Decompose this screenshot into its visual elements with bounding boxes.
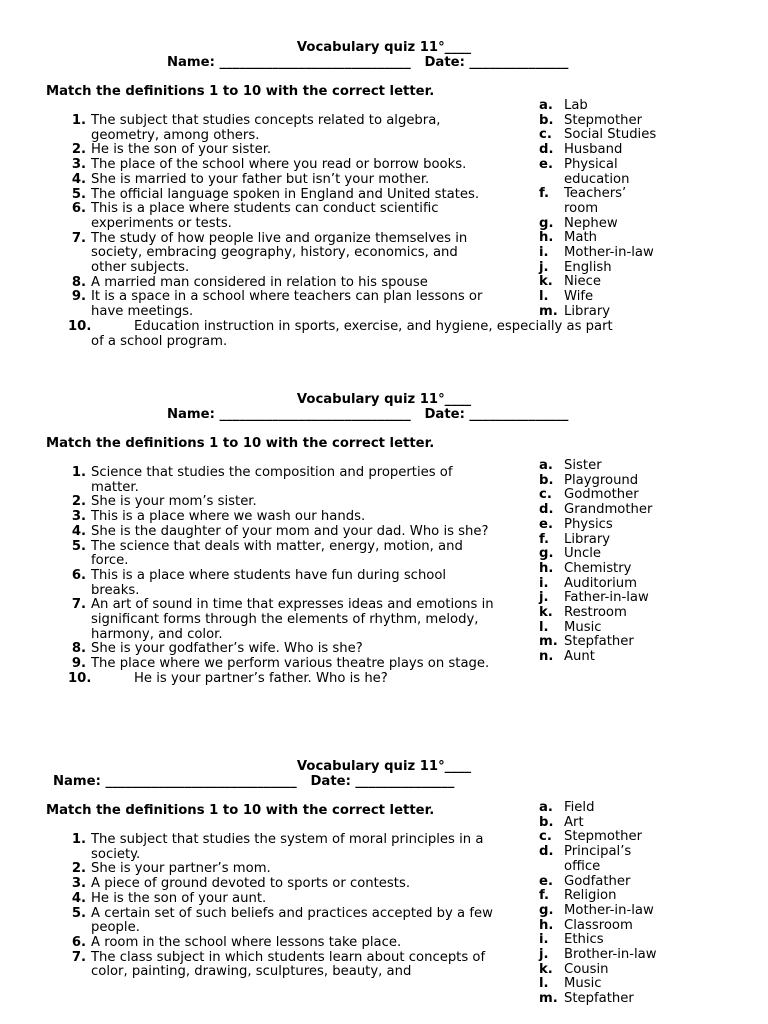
option-item: l. Wife [539,289,594,305]
quiz-title: Vocabulary quiz 11°____ [296,40,472,55]
definition-item: 4. She is the daughter of your mom and your dad. Who is she? [71,523,489,539]
definition-item: 3. This is a place where we wash our hands. [71,509,366,525]
definition-item: 4. She is married to your father but isn’t your mother. [71,171,430,187]
definition-item: 6. This is a place where students can conduct scientific experiments or tests. [71,201,439,231]
option-item: m. Stepfather [539,634,634,650]
option-item: i. Ethics [539,932,604,948]
option-item: e. Godfather [539,873,631,889]
instructions: Match the definitions 1 to 10 with the correct letter. [46,84,435,99]
definition-item: 2. He is the son of your sister. [71,142,272,158]
option-item: j. Brother-in-law [539,947,657,963]
option-item: m. Stepfather [539,991,634,1007]
option-item: i. Auditorium [539,575,637,591]
option-item: i. Mother-in-law [539,245,654,261]
option-item: h. Math [539,230,597,246]
option-item: a. Sister [539,458,602,473]
definitions-list [46,833,496,980]
definition-item: 6. A room in the school where lessons take place. [71,934,402,950]
option-item: g. Mother-in-law [539,902,654,918]
option-item: f. Teachers’ room [539,186,627,216]
definitions-list [46,466,496,687]
definition-item: 5. A certain set of such beliefs and practices accepted by a few people. [71,905,493,936]
option-item: n. Aunt [539,649,595,665]
definition-item: 5. The science that deals with matter, energy, motion, and force. [71,538,463,569]
name-date-line: Name: _____________________________ Date: _______________ [167,407,569,422]
option-item: l. Music [539,976,602,992]
options-list [539,801,739,1007]
option-item: k. Cousin [539,961,609,977]
definition-item: 7. An art of sound in time that expresses ideas and emotions in significant forms through the elements of rhythm, melody, harmony, and color. [71,597,494,642]
option-item: k. Restroom [539,605,627,621]
name-date-line: Name: _____________________________ Date: _______________ [167,55,569,70]
name-date-line: Name: _____________________________ Date: _______________ [53,774,455,789]
instructions: Match the definitions 1 to 10 with the correct letter. [46,436,435,451]
definition-item: 2. She is your partner’s mom. [71,861,271,877]
definition-item: 8. She is your godfather’s wife. Who is she? [71,641,363,657]
option-item: g. Uncle [539,546,602,562]
definition-item: 10. He is your partner’s father. Who is he? [68,670,388,686]
definition-item: 5. The official language spoken in England and United states. [71,186,480,202]
definition-item: 7. The study of how people live and organize themselves in society, embracing geography, history, economics, and other subjects. [71,230,468,276]
definition-item: 9. It is a space in a school where teachers can plan lessons or have meetings. [71,289,483,320]
option-item: j. English [539,259,612,275]
quiz-title: Vocabulary quiz 11°____ [296,392,472,407]
option-item: d. Principal’s office [539,844,632,874]
option-item: j. Father-in-law [539,590,649,606]
option-item: h. Chemistry [539,560,632,576]
definition-item: 8. A married man considered in relation to his spouse [71,274,428,290]
option-item: a. Field [539,800,595,815]
option-item: e. Physical education [539,156,630,187]
option-item: d. Husband [539,142,623,158]
option-item: d. Grandmother [539,502,653,518]
option-item: f. Library [539,531,611,547]
definition-item: 6. This is a place where students have fun during school breaks. [71,567,447,598]
definition-item: 1. The subject that studies the system of moral principles in a society. [71,832,484,862]
definition-item: 4. He is the son of your aunt. [71,890,267,906]
definition-item: 9. The place where we perform various theatre plays on stage. [71,656,490,672]
options-list [539,459,739,665]
quiz-title: Vocabulary quiz 11°____ [296,759,472,774]
definition-item: 1. Science that studies the composition and properties of matter. [71,465,453,495]
option-item: b. Playground [539,472,639,488]
option-item: b. Art [539,814,584,830]
definition-item: 3. A piece of ground devoted to sports or contests. [71,876,411,892]
option-item: k. Niece [539,274,602,290]
option-item: c. Godmother [539,487,639,503]
option-item: e. Physics [539,516,613,532]
option-item: l. Music [539,619,602,635]
options-list [539,99,739,320]
option-item: f. Religion [539,888,617,904]
definition-item: 7. The class subject in which students learn about concepts of color, painting, drawing, sculptures, beauty, and [71,949,486,980]
option-item: c. Social Studies [539,127,657,143]
definition-item: 10. Education instruction in sports, exercise, and hygiene, especially as part of a school program. [68,318,613,349]
instructions: Match the definitions 1 to 10 with the correct letter. [46,803,435,818]
option-item: h. Classroom [539,917,633,933]
option-item: g. Nephew [539,215,618,231]
option-item: a. Lab [539,98,588,113]
definition-item: 2. She is your mom’s sister. [71,494,257,510]
definition-item: 3. The place of the school where you read or borrow books. [71,157,467,173]
option-item: m. Library [539,303,611,319]
definition-item: 1. The subject that studies concepts related to algebra, geometry, among others. [71,113,441,143]
option-item: c. Stepmother [539,829,643,845]
option-item: b. Stepmother [539,112,643,128]
